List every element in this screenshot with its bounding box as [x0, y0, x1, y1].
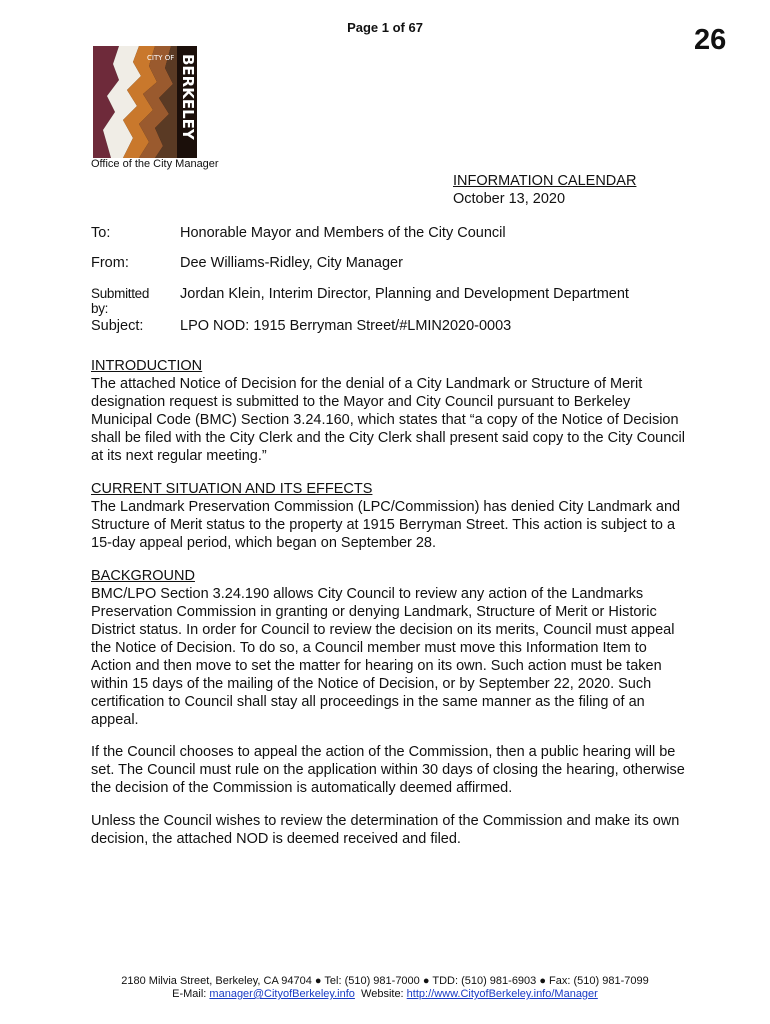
introduction-heading: INTRODUCTION: [91, 358, 203, 374]
to-value: Honorable Mayor and Members of the City Council: [180, 225, 506, 241]
background-section: [91, 567, 686, 729]
submitted-value: Jordan Klein, Interim Director, Planning and Development Department: [180, 286, 629, 302]
from-label: From:: [91, 255, 129, 271]
current-situation-heading: CURRENT SITUATION AND ITS EFFECTS: [91, 481, 373, 497]
email-label: E-Mail:: [172, 988, 210, 1000]
introduction-section: [91, 357, 686, 465]
background-heading: BACKGROUND: [91, 568, 195, 584]
website-link[interactable]: http://www.CityofBerkeley.info/Manager: [406, 988, 598, 1000]
website-label: Website:: [354, 988, 407, 1000]
submitted-label: Submitted by:: [91, 286, 150, 316]
logo-city-of: CITY OF: [147, 54, 175, 62]
introduction-body: The attached Notice of Decision for the denial of a City Landmark or Structure of Merit designation request is submitted to the Mayor and City Council pursuant to Berkeley Municipal Code (BMC) Section 3.24.160, which states that “a copy of the Notice of Decision shall be filed with the City Clerk and the City Clerk shall present said copy to the City Council at its next regular meeting.”: [91, 376, 685, 464]
calendar-date: October 13, 2020: [453, 191, 566, 207]
subject-value: LPO NOD: 1915 Berryman Street/#LMIN2020-0003: [180, 318, 512, 334]
received-filed-paragraph: Unless the Council wishes to review the determination of the Commission and make its own decision, the attached NOD is deemed received and filed.: [91, 813, 680, 847]
item-number: 26: [694, 24, 727, 56]
from-value: Dee Williams-Ridley, City Manager: [180, 255, 403, 271]
logo-berkeley: BERKELEY: [179, 54, 197, 140]
footer: [0, 975, 770, 1001]
appeal-paragraph: If the Council chooses to appeal the action of the Commission, then a public hearing will be set. The Council must rule on the application within 30 days of closing the hearing, otherwise the decision of the Commission is automatically deemed affirmed.: [91, 744, 685, 796]
subject-label: Subject:: [91, 318, 144, 334]
city-of-berkeley-logo: [93, 46, 197, 158]
current-situation-section: [91, 480, 686, 552]
to-label: To:: [91, 225, 111, 241]
current-situation-body: The Landmark Preservation Commission (LPC/Commission) has denied City Landmark and Structure of Merit status to the property at 1915 Berryman Street. This action is subject to a 15-day appeal period, which began on September 28.: [91, 499, 681, 551]
information-calendar-title: INFORMATION CALENDAR: [453, 173, 637, 189]
footer-address: 2180 Milvia Street, Berkeley, CA 94704 ● Tel: (510) 981-7000 ● TDD: (510) 981-6903 ● Fax: (510) 981-7099: [121, 975, 649, 987]
footer-contact: [0, 988, 770, 1001]
office-name: Office of the City Manager: [91, 158, 219, 170]
page-label: Page 1 of 67: [347, 20, 423, 35]
email-link[interactable]: manager@CityofBerkeley.info: [209, 988, 355, 1000]
background-body: BMC/LPO Section 3.24.190 allows City Council to review any action of the Landmarks Preservation Commission in granting or denying Landmark, Structure of Merit or Historic District status. In order for Council to review the decision on its merits, Council must appeal the Notice of Decision. To do so, a Council member must move this Information Item to Action and then move to set the matter for hearing on its own. Such action must be taken within 15 days of the mailing of the Notice of Decision, or by September 22, 2020. Such certification to Council shall stay all proceedings in the same manner as the filing of an appeal.: [91, 586, 675, 728]
